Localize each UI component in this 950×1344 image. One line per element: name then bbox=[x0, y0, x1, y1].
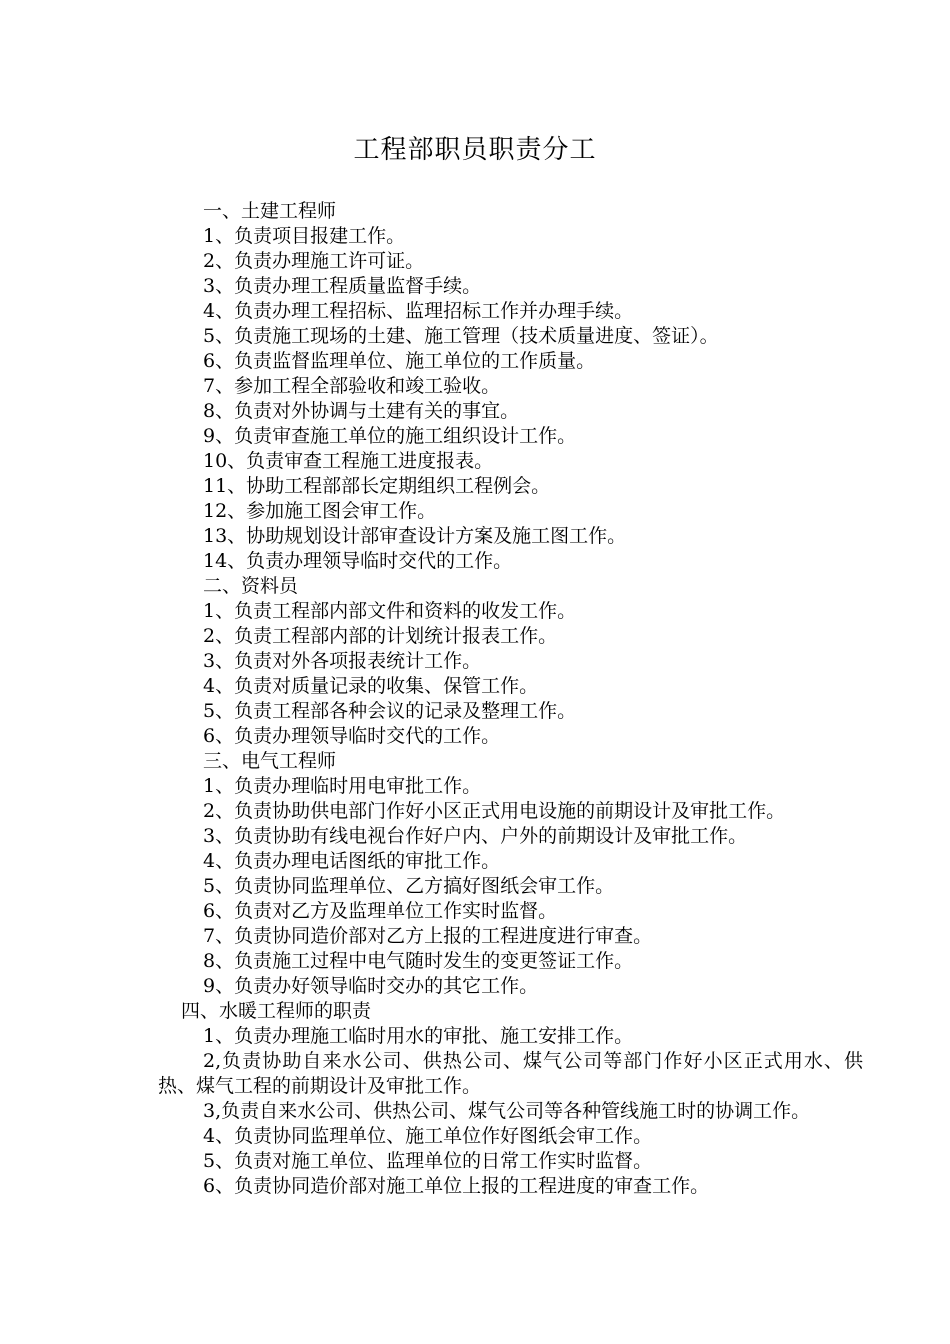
list-item: 5、负责工程部各种会议的记录及整理工作。 bbox=[203, 700, 577, 722]
list-item: 2、负责工程部内部的计划统计报表工作。 bbox=[203, 625, 558, 647]
list-item: 2、负责办理施工许可证。 bbox=[203, 250, 425, 272]
list-item: 10、负责审查工程施工进度报表。 bbox=[203, 450, 494, 472]
list-item: 14、负责办理领导临时交代的工作。 bbox=[203, 550, 513, 572]
list-item: 4、负责对质量记录的收集、保管工作。 bbox=[203, 675, 539, 697]
list-item: 3、负责对外各项报表统计工作。 bbox=[203, 650, 482, 672]
list-item: 11、协助工程部部长定期组织工程例会。 bbox=[203, 475, 551, 497]
list-item: 4、负责协同监理单位、施工单位作好图纸会审工作。 bbox=[203, 1125, 653, 1147]
list-item: 1、负责项目报建工作。 bbox=[203, 225, 406, 247]
list-item: 2、负责协助供电部门作好小区正式用电设施的前期设计及审批工作。 bbox=[203, 800, 786, 822]
list-item: 2,负责协助自来水公司、供热公司、煤气公司等部门作好小区正式用水、供热、煤气工程的前期设计及审批工作。 bbox=[158, 1050, 863, 1097]
list-item: 5、负责对施工单位、监理单位的日常工作实时监督。 bbox=[203, 1150, 653, 1172]
list-item: 3,负责自来水公司、供热公司、煤气公司等各种管线施工时的协调工作。 bbox=[203, 1100, 811, 1122]
list-item: 8、负责对外协调与土建有关的事宜。 bbox=[203, 400, 520, 422]
list-item: 6、负责协同造价部对施工单位上报的工程进度的审查工作。 bbox=[203, 1175, 710, 1197]
list-item: 6、负责监督监理单位、施工单位的工作质量。 bbox=[203, 350, 596, 372]
list-item: 7、负责协同造价部对乙方上报的工程进度进行审查。 bbox=[203, 925, 653, 947]
list-item: 6、负责对乙方及监理单位工作实时监督。 bbox=[203, 900, 558, 922]
list-item: 1、负责办理施工临时用水的审批、施工安排工作。 bbox=[203, 1025, 634, 1047]
list-item: 8、负责施工过程中电气随时发生的变更签证工作。 bbox=[203, 950, 634, 972]
list-item: 4、负责办理电话图纸的审批工作。 bbox=[203, 850, 501, 872]
document-body bbox=[158, 199, 863, 1199]
section-heading-electrical: 三、电气工程师 bbox=[203, 750, 337, 772]
page-title: 工程部职员职责分工 bbox=[353, 135, 597, 165]
list-item: 12、参加施工图会审工作。 bbox=[203, 500, 437, 522]
list-item: 5、负责施工现场的土建、施工管理（技术质量进度、签证）。 bbox=[203, 325, 719, 347]
list-item: 3、负责办理工程质量监督手续。 bbox=[203, 275, 482, 297]
section-heading-civil: 一、土建工程师 bbox=[203, 200, 337, 222]
list-item: 3、负责协助有线电视台作好户内、户外的前期设计及审批工作。 bbox=[203, 825, 748, 847]
section-heading-plumbing: 四、水暖工程师的职责 bbox=[181, 1000, 372, 1022]
list-item: 1、负责办理临时用电审批工作。 bbox=[203, 775, 482, 797]
list-item: 1、负责工程部内部文件和资料的收发工作。 bbox=[203, 600, 577, 622]
list-item: 7、参加工程全部验收和竣工验收。 bbox=[203, 375, 501, 397]
list-item: 5、负责协同监理单位、乙方搞好图纸会审工作。 bbox=[203, 875, 615, 897]
list-item: 13、协助规划设计部审查设计方案及施工图工作。 bbox=[203, 525, 627, 547]
list-item: 9、负责办好领导临时交办的其它工作。 bbox=[203, 975, 539, 997]
list-item: 9、负责审查施工单位的施工组织设计工作。 bbox=[203, 425, 577, 447]
section-heading-records: 二、资料员 bbox=[203, 575, 299, 597]
list-item: 6、负责办理领导临时交代的工作。 bbox=[203, 725, 501, 747]
list-item: 4、负责办理工程招标、监理招标工作并办理手续。 bbox=[203, 300, 634, 322]
